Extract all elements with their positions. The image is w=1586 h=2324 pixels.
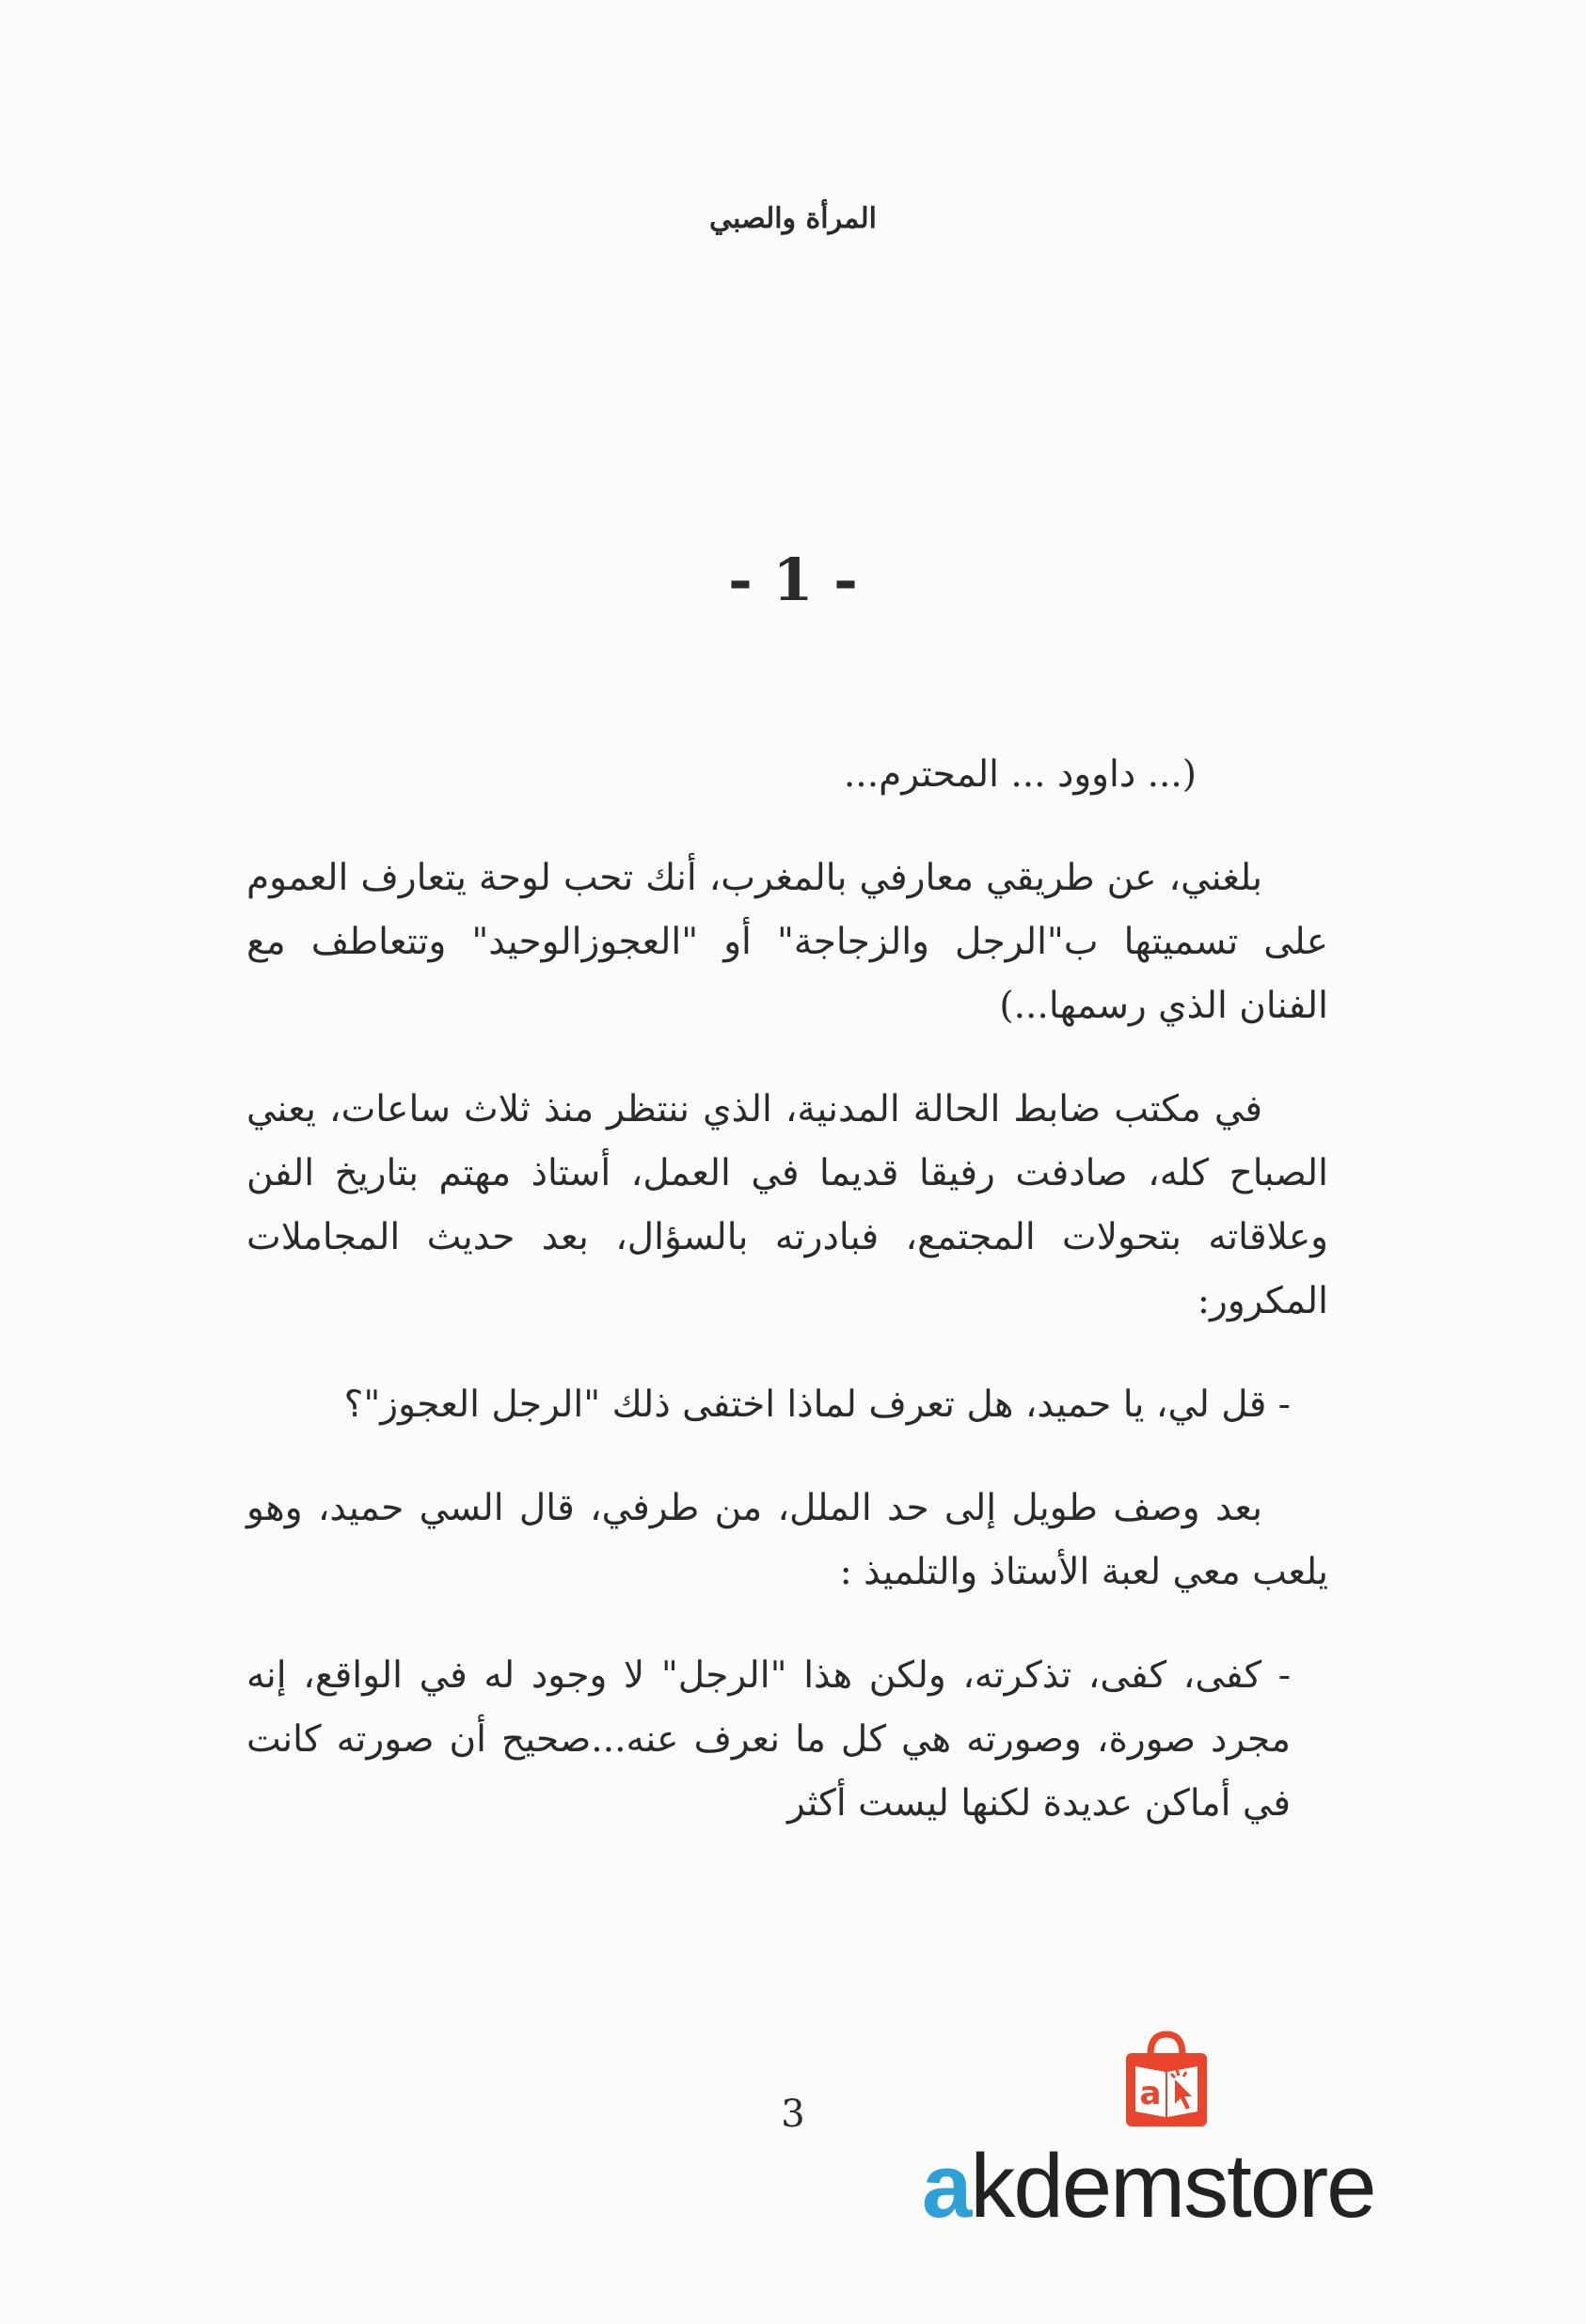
paragraph: بعد وصف طويل إلى حد الملل، من طرفي، قال السي حميد، وهو يلعب معي لعبة الأستاذ والتلميذ :	[246, 1487, 1328, 1593]
store-logo-text	[922, 2135, 1411, 2238]
store-watermark	[922, 2027, 1411, 2262]
paragraph-salutation: (... داوود ... المحترم...	[843, 753, 1197, 796]
chapter-number: - 1 -	[728, 545, 858, 614]
paragraph: في مكتب ضابط الحالة المدنية، الذي ننتظر منذ ثلاث ساعات، يعني الصباح كله، صادفت رفيقا قديما في العمل، أستاذ مهتم بتاريخ الفن وعلاقاته بتحولات المجتمع، فبادرته بالسؤال، بعد حديث المجاملات المكرور:	[246, 1088, 1328, 1322]
body-text	[246, 743, 1328, 1875]
page-number: 3	[781, 2093, 805, 2136]
bag-letter: a	[1139, 2075, 1162, 2112]
running-title: المرأة والصبي	[709, 202, 877, 235]
paragraph: بلغني، عن طريقي معارفي بالمغرب، أنك تحب لوحة يتعارف العموم على تسميتها ب"الرجل والزجاجة" أو "العجوزالوحيد" وتتعاطف مع الفنان الذي رسمها...)	[246, 857, 1328, 1027]
logo-brand-name: kdemstore	[970, 2136, 1375, 2237]
shopping-bag-icon	[1115, 2027, 1218, 2130]
dialogue-line: - قل لي، يا حميد، هل تعرف لماذا اختفى ذلك "الرجل العجوز"؟	[343, 1383, 1291, 1426]
dialogue-line: - كفى، كفى، تذكرته، ولكن هذا "الرجل" لا وجود له في الواقع، إنه مجرد صورة، وصورته هي كل ما نعرف عنه...صحيح أن صورته كانت في أماكن عديدة لكنها ليست أكثر	[246, 1654, 1291, 1825]
logo-accent-letter: a	[922, 2136, 971, 2237]
